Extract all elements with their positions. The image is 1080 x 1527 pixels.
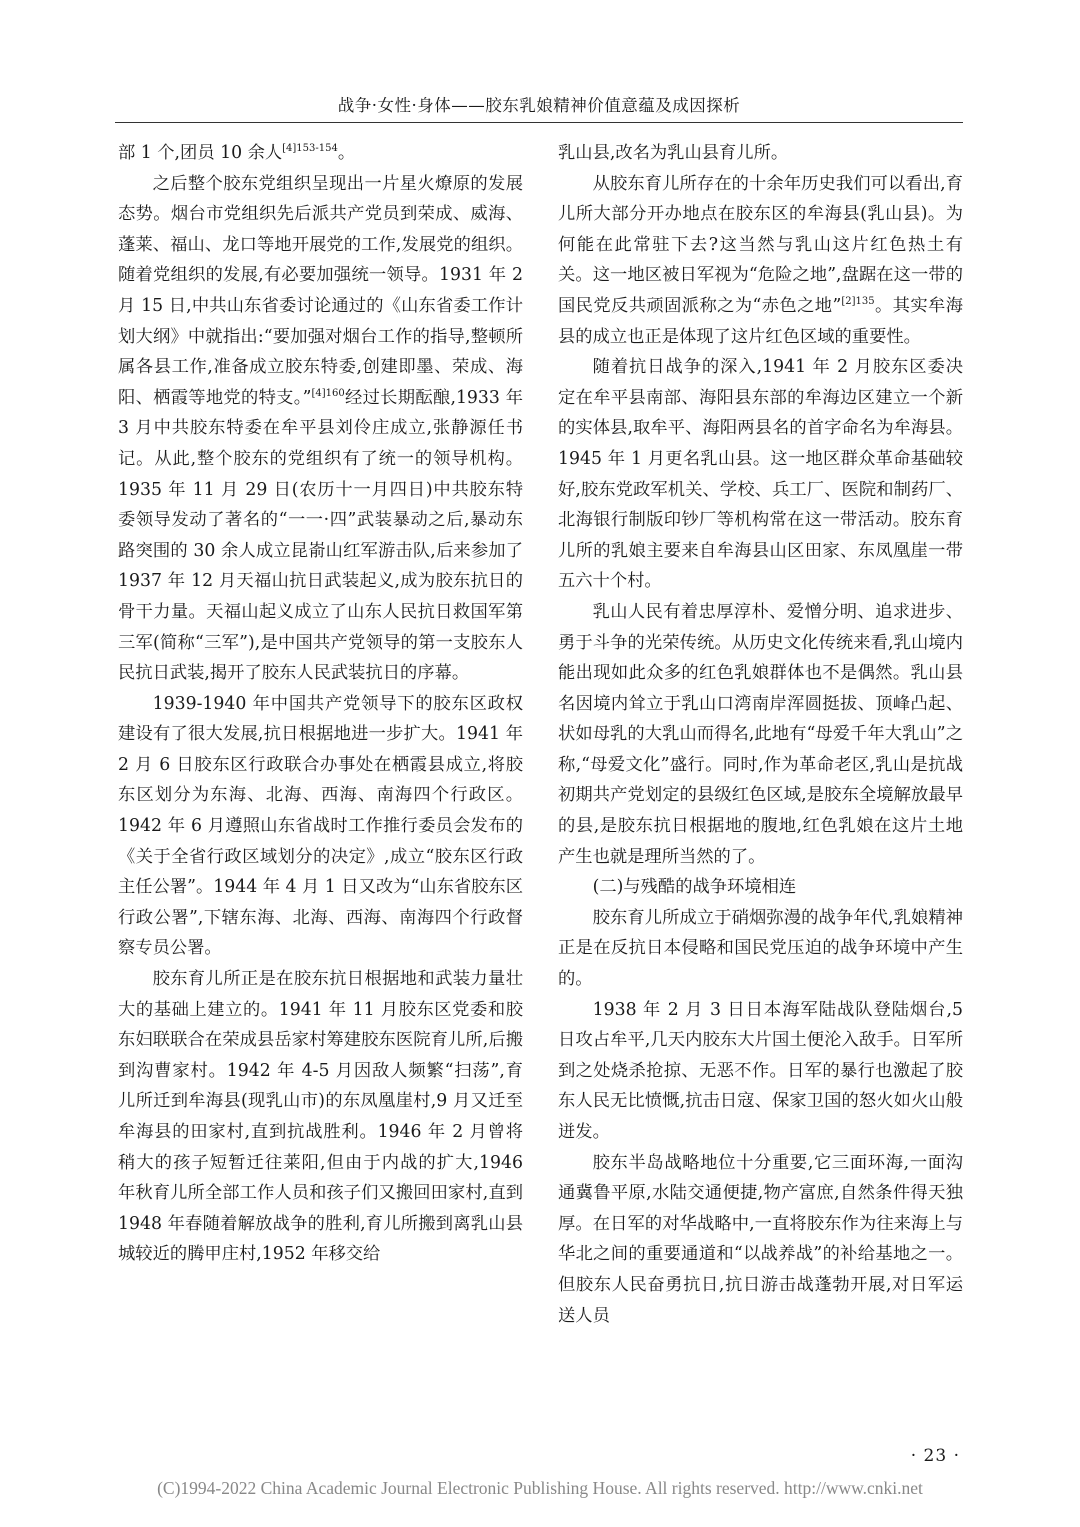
citation: [4]153-154 [282, 143, 338, 155]
paragraph: 胶东育儿所成立于硝烟弥漫的战争年代,乳娘精神正是在反抗日本侵略和国民党压迫的战争环境中产生的。 [558, 907, 963, 990]
header-rule [115, 122, 963, 123]
paragraph: 部 1 个,团员 10 余人$^{[4]153-154}$。 [118, 143, 356, 163]
right-column [558, 138, 963, 1331]
left-column [118, 138, 523, 1270]
section-heading: (二)与残酷的战争环境相连 [592, 877, 797, 898]
paragraph: 乳山人民有着忠厚淳朴、爱憎分明、追求进步、勇于斗争的光荣传统。从历史文化传统来看,乳山境内能出现如此众多的红色乳娘群体也不是偶然。乳山县名因境内耸立于乳山口湾南岸浑圆挺拔、顶峰凸起、状如母乳的大乳山而得名,此地有“母爱千年大乳山”之称,“母爱文化”盛行。同时,作为革命老区,乳山是抗战初期共产党划定的县级红色区域,是胶东全境解放最早的县,是胶东抗日根据地的腹地,红色乳娘在这片土地产生也就是理所当然的了。 [558, 601, 963, 867]
paragraph: 乳山县,改名为乳山县育儿所。 [558, 143, 789, 163]
paragraph: 之后整个胶东党组织呈现出一片星火燎原的发展态势。烟台市党组织先后派共产党员到荣成、威海、蓬莱、福山、龙口等地开展党的工作,发展党的组织。随着党组织的发展,有必要加强统一领导。1931 年 2 月 15 日,中共山东省委讨论通过的《山东省委工作计划大纲》中就指出:“要加强对烟台工作的指导,整顿所属各县工作,准备成立胶东特委,创建即墨、荣成、海阳、栖霞等地党的特支。”$^{[4]160}$经过长期酝酿,1933 年 3 月中共胶东特委在牟平县刘伶庄成立,张静源任书记。从此,整个胶东的党组织有了统一的领导机构。1935 年 11 月 29 日(农历十一月四日)中共胶东特委领导发动了著名的“一一·四”武装暴动之后,暴动东路突围的 30 余人成立昆嵛山红军游击队,后来参加了 1937 年 12 月天福山抗日武装起义,成为胶东抗日的骨干力量。天福山起义成立了山东人民抗日救国军第三军(简称“三军”),是中国共产党领导的第一支胶东人民抗日武装,揭开了胶东人民武装抗日的序幕。 [118, 173, 523, 684]
paragraph: 1938 年 2 月 3 日日本海军陆战队登陆烟台,5 日攻占牟平,几天内胶东大片国土便沦入敌手。日军所到之处烧杀抢掠、无恶不作。日军的暴行也激起了胶东人民无比愤慨,抗击日寇、保家卫国的怒火如火山般迸发。 [558, 999, 963, 1142]
paragraph: 胶东育儿所正是在胶东抗日根据地和武装力量壮大的基础上建立的。1941 年 11 月胶东区党委和胶东妇联联合在荣成县岳家村筹建胶东医院育儿所,后搬到沟曹家村。1942 年 4-5 月因敌人频繁“扫荡”,育儿所迁到牟海县(现乳山市)的东凤凰崖村,9 月又迁至牟海县的田家村,直到抗战胜利。1946 年 2 月曾将稍大的孩子短暂迁往莱阳,但由于内战的扩大,1946 年秋育儿所全部工作人员和孩子们又搬回田家村,直到 1948 年春随着解放战争的胜利,育儿所搬到离乳山县城较近的腾甲庄村,1952 年移交给 [118, 969, 523, 1265]
citation: [4]160 [311, 387, 345, 399]
running-header: 战争·女性·身体——胶东乳娘精神价值意蕴及成因探析 [337, 96, 741, 115]
paragraph: 随着抗日战争的深入,1941 年 2 月胶东区委决定在牟平县南部、海阳县东部的牟海边区建立一个新的实体县,取牟平、海阳两县名的首字命名为牟海县。1945 年 1 月更名乳山县。这一地区群众革命基础较好,胶东党政军机关、学校、兵工厂、医院和制药厂、北海银行制版印钞厂等机构常在这一带活动。胶东育儿所的乳娘主要来自牟海县山区田家、东凤凰崖一带五六十个村。 [558, 357, 963, 592]
page-number: · 23 · [910, 1446, 960, 1466]
paragraph: 1939-1940 年中国共产党领导下的胶东区政权建设有了很大发展,抗日根据地进一步扩大。1941 年 2 月 6 日胶东区行政联合办事处在栖霞县成立,将胶东区划分为东海、北海、西海、南海四个行政区。1942 年 6 月遵照山东省战时工作推行委员会发布的《关于全省行政区域划分的决定》,成立“胶东区行政主任公署”。1944 年 4 月 1 日又改为“山东省胶东区行政公署”,下辖东海、北海、西海、南海四个行政督察专员公署。 [118, 693, 523, 959]
paragraph: 从胶东育儿所存在的十余年历史我们可以看出,育儿所大部分开办地点在胶东区的牟海县(乳山县)。为何能在此常驻下去?这当然与乳山这片红色热土有关。这一地区被日军视为“危险之地”,盘踞在这一带的国民党反共顽固派称之为“赤色之地”$^{[2]135}$。其实牟海县的成立也正是体现了这片红色区域的重要性。 [558, 173, 963, 347]
citation: [2]135 [841, 296, 875, 308]
copyright-footer: (C)1994-2022 China Academic Journal Electronic Publishing House. All rights reserved. http://www.cnki.net [157, 1478, 923, 1498]
paragraph: 胶东半岛战略地位十分重要,它三面环海,一面沟通冀鲁平原,水陆交通便捷,物产富庶,自然条件得天独厚。在日军的对华战略中,一直将胶东作为往来海上与华北之间的重要通道和“以战养战”的补给基地之一。但胶东人民奋勇抗日,抗日游击战蓬勃开展,对日军运送人员 [558, 1152, 963, 1326]
